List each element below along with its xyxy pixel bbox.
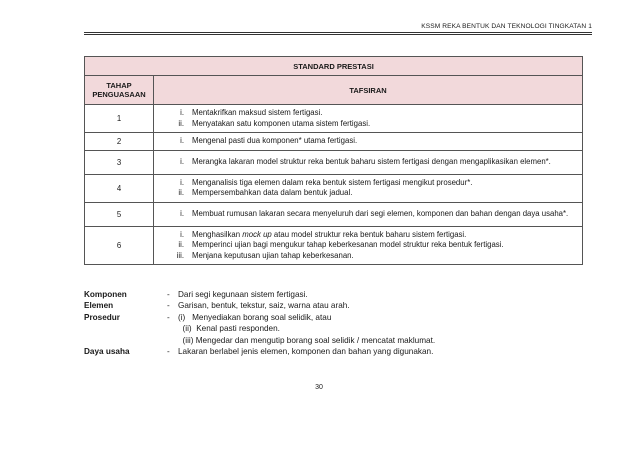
item-text: Memperinci ujian bagi mengukur tahap keberkesanan model struktur reka bentuk fertigasi.	[192, 240, 504, 249]
definition-term: Daya usaha	[84, 347, 130, 357]
definition-row	[84, 346, 435, 357]
definition-dash	[167, 323, 178, 334]
table-row	[85, 150, 583, 174]
item-number: i.	[180, 208, 184, 218]
definition-text: (iii) Mengedar dan mengutip borang soal selidik / mencatat maklumat.	[178, 335, 436, 345]
item-text: Mentakrifkan maksud sistem fertigasi.	[192, 108, 323, 117]
description-item	[158, 108, 578, 119]
definition-text: Garisan, bentuk, tekstur, saiz, warna atau arah.	[178, 301, 350, 311]
item-text: Merangka lakaran model struktur reka bentuk baharu sistem fertigasi dengan mengaplikasikan elemen*.	[192, 156, 551, 166]
description-item	[158, 209, 578, 220]
description-item	[158, 157, 578, 168]
definition-text: Dari segi kegunaan sistem fertigasi.	[178, 290, 308, 299]
table-row	[85, 202, 583, 226]
description-cell	[154, 133, 583, 151]
column-header-level: TAHAP PENGUASAAN	[85, 76, 154, 105]
item-text: Menjana keputusan ujian tahap keberkesanan.	[192, 250, 354, 260]
description-item	[158, 136, 578, 147]
item-text: Mempersembahkan data dalam bentuk jadual.	[192, 188, 353, 197]
table-row	[85, 105, 583, 133]
page-number: 30	[315, 384, 323, 391]
definition-row	[84, 312, 435, 323]
description-cell	[154, 202, 583, 226]
description-item	[158, 230, 578, 241]
level-cell: 1	[85, 105, 154, 133]
description-cell	[154, 150, 583, 174]
table-title: STANDARD PRESTASI	[85, 57, 583, 76]
description-item	[158, 251, 578, 262]
description-cell	[154, 105, 583, 133]
item-text: Membuat rumusan lakaran secara menyeluruh dari segi elemen, komponen dan bahan dengan daya usaha*.	[192, 208, 569, 218]
standard-prestasi-table	[84, 56, 583, 265]
item-number: i.	[180, 229, 184, 239]
level-cell: 3	[85, 150, 154, 174]
definition-term: Prosedur	[84, 312, 120, 322]
item-number: ii.	[178, 188, 184, 197]
description-item	[158, 240, 578, 251]
running-header: KSSM REKA BENTUK DAN TEKNOLOGI TINGKATAN 1	[421, 23, 592, 30]
item-text: Menghasilkan mock up atau model struktur reka bentuk baharu sistem fertigasi.	[192, 229, 467, 239]
column-header-description: TAFSIRAN	[154, 76, 583, 105]
description-cell	[154, 226, 583, 265]
definition-term: Komponen	[84, 290, 127, 299]
level-cell: 6	[85, 226, 154, 265]
definition-row	[84, 289, 435, 300]
header-rule-secondary	[84, 34, 592, 35]
table-row	[85, 226, 583, 265]
definition-dash: -	[167, 312, 170, 322]
definitions-list	[84, 289, 435, 357]
item-text: Menyatakan satu komponen utama sistem fertigasi.	[192, 118, 371, 128]
definition-dash: -	[167, 290, 170, 299]
header-rule	[84, 32, 592, 33]
definition-row	[84, 300, 435, 311]
item-text: Mengenal pasti dua komponen* utama fertigasi.	[192, 136, 358, 145]
item-number: i.	[180, 177, 184, 187]
definition-row	[84, 323, 435, 334]
item-number: i.	[180, 108, 184, 117]
definition-term	[84, 335, 167, 346]
description-cell	[154, 174, 583, 202]
description-item	[158, 178, 578, 189]
definition-term	[84, 323, 167, 334]
table-row	[85, 133, 583, 151]
level-cell: 4	[85, 174, 154, 202]
item-number: i.	[180, 156, 184, 166]
item-text: Menganalisis tiga elemen dalam reka bentuk sistem fertigasi mengikut prosedur*.	[192, 177, 473, 187]
item-number: ii.	[178, 240, 184, 249]
definition-row	[84, 335, 435, 346]
definition-text: (ii) Kenal pasti responden.	[178, 324, 280, 334]
definition-dash: -	[167, 347, 170, 357]
definition-term: Elemen	[84, 301, 114, 311]
definition-text: (i) Menyediakan borang soal selidik, atau	[178, 312, 332, 322]
definition-text: Lakaran berlabel jenis elemen, komponen dan bahan yang digunakan.	[178, 347, 434, 357]
description-item	[158, 119, 578, 130]
description-item	[158, 188, 578, 199]
item-number: iii.	[176, 250, 184, 260]
table-row	[85, 174, 583, 202]
level-cell: 5	[85, 202, 154, 226]
level-cell: 2	[85, 133, 154, 151]
item-number: i.	[180, 136, 184, 145]
definition-dash: -	[167, 301, 170, 311]
item-number: ii.	[178, 118, 184, 128]
definition-dash	[167, 335, 178, 346]
